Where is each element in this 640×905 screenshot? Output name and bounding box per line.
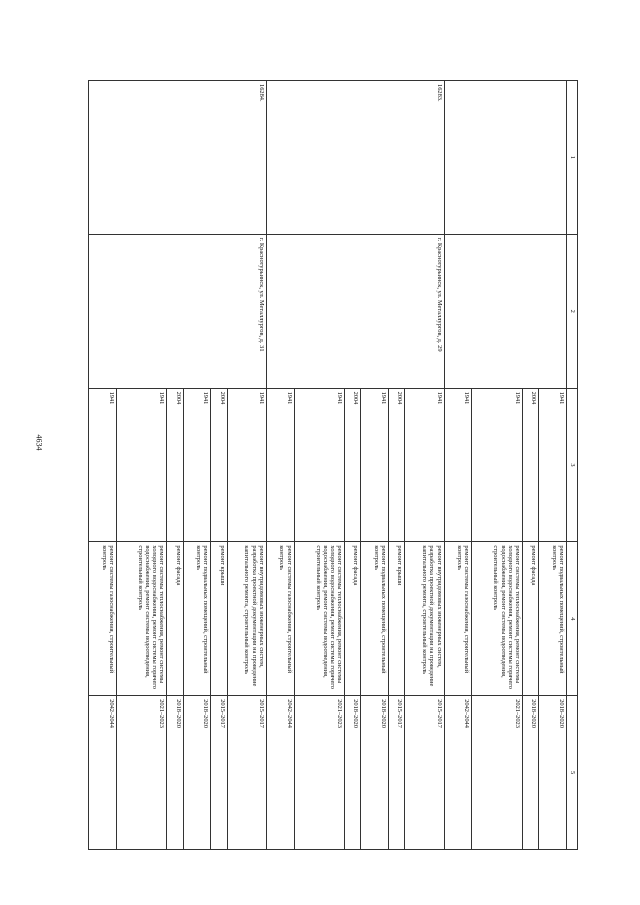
work-description: ремонт крыши [389, 542, 405, 696]
period: 2042–2044 [444, 696, 472, 850]
year: 2004 [345, 388, 361, 542]
year: 1941 [361, 388, 389, 542]
period: 2018–2020 [361, 696, 389, 850]
table-row [227, 81, 266, 850]
work-description: ремонт подвальных помещений, строительный контроль [539, 542, 567, 696]
work-description: ремонт системы теплоснабжения, ремонт системы холодного водоснабжения, ремонт системы горячего водоснабжения, ремонт системы водоотведения, строительный контроль [294, 542, 345, 696]
work-description: ремонт крыши [211, 542, 227, 696]
year: 1941 [405, 388, 444, 542]
period: 2042–2044 [89, 696, 117, 850]
period: 2042–2044 [266, 696, 294, 850]
year: 1941 [183, 388, 211, 542]
period: 2015–2017 [227, 696, 266, 850]
work-description: ремонт системы газоснабжения, строительный контроль [444, 542, 472, 696]
period: 2021–2023 [116, 696, 167, 850]
work-description: ремонт системы теплоснабжения, ремонт системы холодного водоснабжения, ремонт системы горячего водоснабжения, ремонт системы водоотведения, строительный контроль [116, 542, 167, 696]
work-description: ремонт фасада [167, 542, 183, 696]
rotated-table-container [88, 80, 578, 850]
period: 2018–2020 [183, 696, 211, 850]
year: 2004 [167, 388, 183, 542]
year: 2004 [211, 388, 227, 542]
period: 2021–2023 [294, 696, 345, 850]
period: 2018–2020 [523, 696, 539, 850]
year: 2004 [523, 388, 539, 542]
table-row [405, 81, 444, 850]
work-description: ремонт системы газоснабжения, строительный контроль [266, 542, 294, 696]
rotated-table [88, 80, 578, 850]
repair-schedule-table [88, 80, 578, 850]
work-description: ремонт фасада [345, 542, 361, 696]
address: г. Краснотурьинск, ул. Металлургов, д. 31 [89, 234, 267, 388]
period: 2015–2017 [389, 696, 405, 850]
period: 2018–2020 [539, 696, 567, 850]
period: 2021–2023 [472, 696, 523, 850]
header-col-1: 1 [567, 81, 578, 235]
header-col-2: 2 [567, 234, 578, 388]
work-description: ремонт системы теплоснабжения, ремонт системы холодного водоснабжения, ремонт системы горячего водоснабжения, ремонт системы водоотведения, строительный контроль [472, 542, 523, 696]
row-number: 16283. [266, 81, 444, 235]
address: г. Краснотурьинск, ул. Металлургов, д. 29 [266, 234, 444, 388]
work-description: ремонт подвальных помещений, строительный контроль [361, 542, 389, 696]
work-description: ремонт фасада [523, 542, 539, 696]
year: 1941 [89, 388, 117, 542]
header-row [567, 81, 578, 850]
period: 2015–2017 [405, 696, 444, 850]
period: 2015–2017 [211, 696, 227, 850]
table-row [539, 81, 567, 850]
year: 2004 [389, 388, 405, 542]
row-number [444, 81, 566, 235]
year: 1941 [539, 388, 567, 542]
work-description: ремонт системы газоснабжения, строительный контроль [89, 542, 117, 696]
year: 1941 [227, 388, 266, 542]
header-col-4: 4 [567, 542, 578, 696]
period: 2018–2020 [345, 696, 361, 850]
header-col-3: 3 [567, 388, 578, 542]
address [444, 234, 566, 388]
row-number: 16284. [89, 81, 267, 235]
period: 2018–2020 [167, 696, 183, 850]
header-col-5: 5 [567, 696, 578, 850]
year: 1941 [444, 388, 472, 542]
work-description: ремонт подвальных помещений, строительный контроль [183, 542, 211, 696]
page-number: 4634 [34, 434, 44, 451]
year: 1941 [294, 388, 345, 542]
work-description: ремонт внутридомовых инженерных систем, разработка проектной документации на проведение капитального ремонта, строительный контроль [227, 542, 266, 696]
year: 1941 [116, 388, 167, 542]
year: 1941 [472, 388, 523, 542]
year: 1941 [266, 388, 294, 542]
work-description: ремонт внутридомовых инженерных систем, разработка проектной документации на проведение капитального ремонта, строительный контроль [405, 542, 444, 696]
